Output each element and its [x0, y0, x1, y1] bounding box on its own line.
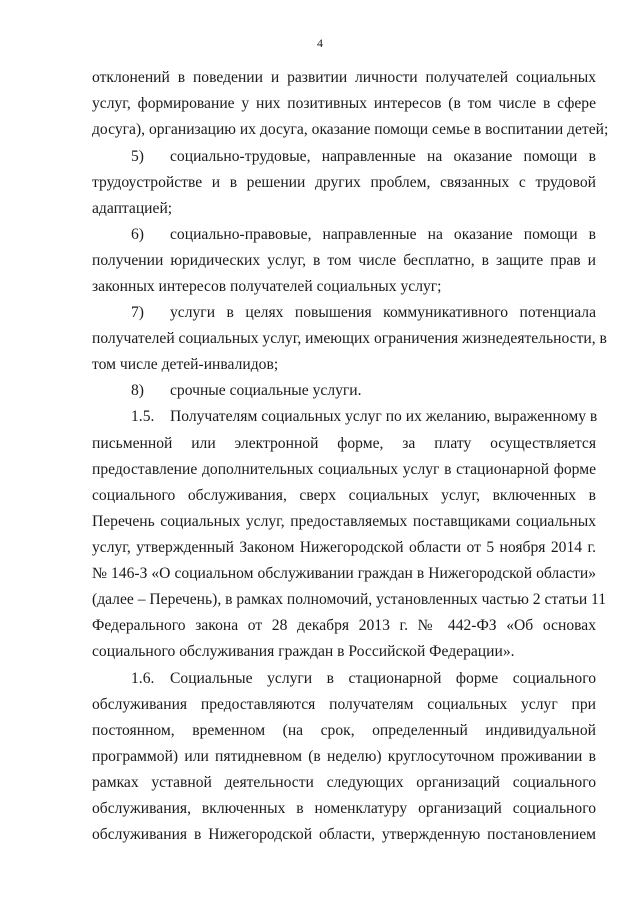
text-line: законных интересов получателей социальных услуг; — [92, 278, 442, 295]
list-item-8 — [131, 381, 596, 401]
text-line: рамках уставной деятельности следующих организаций социального — [92, 774, 596, 791]
paragraph-1-5-first-line — [131, 407, 596, 427]
paragraph-number: 1.6. — [131, 670, 155, 687]
list-item-text: срочные социальные услуги. — [170, 382, 362, 399]
text-line: том числе детей-инвалидов; — [92, 356, 279, 373]
text-line: социального обслуживания, сверх социальных услуг, включенных в — [92, 487, 596, 504]
list-item-text: социально-правовые, направленные на оказание помощи в — [170, 226, 596, 243]
text-line: обслуживания в Нижегородской области, утвержденную постановлением — [92, 826, 596, 843]
page-number: 4 — [317, 36, 323, 50]
text-line: трудоустройстве и в решении других проблем, связанных с трудовой — [92, 174, 596, 191]
paragraph-1-6-first-line — [131, 669, 596, 689]
text-line: обслуживания предоставляются получателям социальных услуг при — [92, 696, 596, 713]
text-line: (далее – Перечень), в рамках полномочий, установленных частью 2 статьи 11 — [92, 591, 607, 608]
list-item-number: 8) — [131, 382, 144, 399]
text-line: получении юридических услуг, в том числе бесплатно, в защите прав и — [92, 252, 596, 269]
list-item-6 — [131, 225, 596, 245]
list-item-text: услуги в целях повышения коммуникативного потенциала — [170, 304, 596, 321]
text-line: досуга), организацию их досуга, оказание помощи семье в воспитании детей; — [92, 121, 609, 138]
list-item-text: социально-трудовые, направленные на оказание помощи в — [170, 148, 596, 165]
text-line: услуг, формирование у них позитивных интересов (в том числе в сфере — [92, 95, 596, 112]
text-line: отклонений в поведении и развитии личности получателей социальных — [92, 69, 596, 86]
paragraph-text: Получателям социальных услуг по их желанию, выраженному в — [170, 408, 598, 425]
text-line: программой) или пятидневном (в неделю) круглосуточном проживании в — [92, 748, 596, 765]
text-line: адаптацией; — [92, 200, 173, 217]
paragraph-text: Социальные услуги в стационарной форме социального — [170, 670, 596, 687]
text-line: № 146-З «О социальном обслуживании граждан в Нижегородской области» — [92, 565, 596, 582]
text-line: Федерального закона от 28 декабря 2013 г. № 442-ФЗ «Об основах — [92, 617, 596, 634]
list-item-5 — [131, 147, 596, 167]
list-item-number: 6) — [131, 226, 144, 243]
text-line: обслуживания, включенных в номенклатуру организаций социального — [92, 800, 596, 817]
text-line: услуг, утвержденный Законом Нижегородской области от 5 ноября 2014 г. — [92, 539, 596, 556]
text-line: письменной или электронной форме, за плату осуществляется — [92, 435, 596, 452]
list-item-7 — [131, 303, 596, 323]
list-item-number: 5) — [131, 148, 144, 165]
list-item-number: 7) — [131, 304, 144, 321]
text-line: социального обслуживания граждан в Российской Федерации». — [92, 643, 515, 660]
text-line: постоянном, временном (на срок, определенный индивидуальной — [92, 722, 596, 739]
paragraph-number: 1.5. — [131, 408, 155, 425]
text-line: получателей социальных услуг, имеющих ограничения жизнедеятельности, в — [92, 330, 607, 347]
text-line: Перечень социальных услуг, предоставляемых поставщиками социальных — [92, 513, 596, 530]
text-line: предоставление дополнительных социальных услуг в стационарной форме — [92, 461, 596, 478]
